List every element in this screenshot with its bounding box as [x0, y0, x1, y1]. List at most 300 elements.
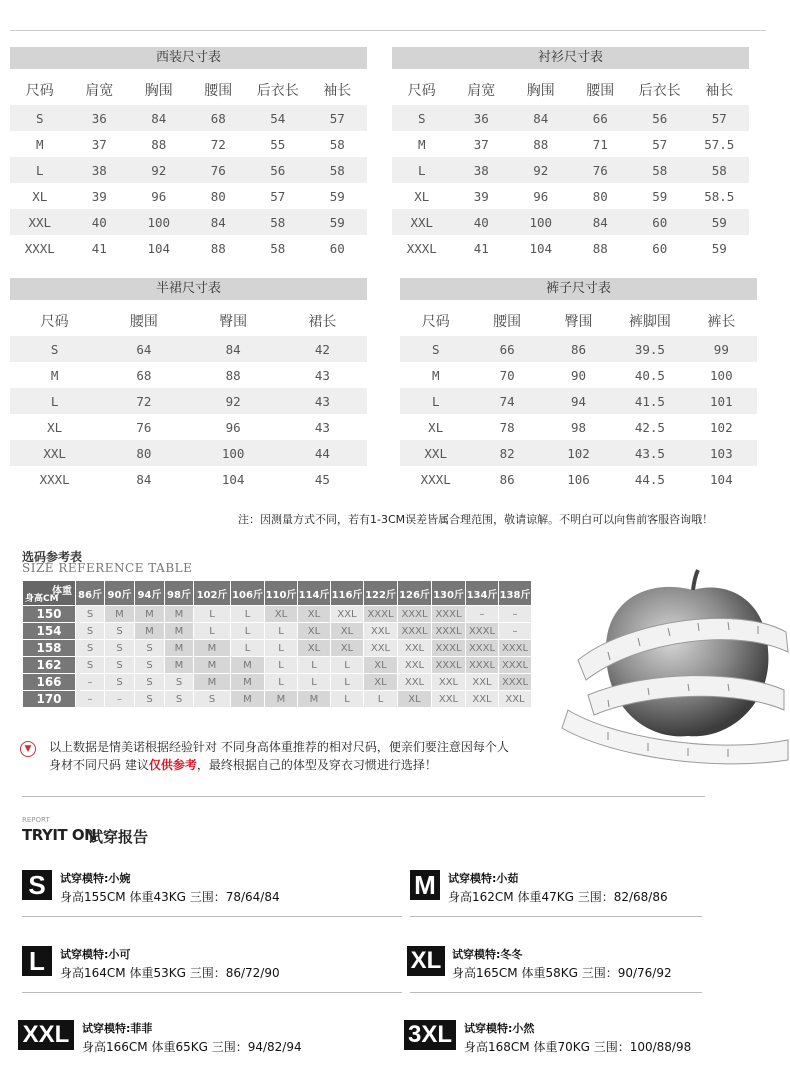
weight-header-cell: 130斤 [432, 581, 466, 606]
reference-cell: L [231, 623, 265, 640]
size-badge: M [410, 870, 440, 900]
reference-cell: S [135, 691, 165, 708]
reference-cell: S [76, 606, 105, 623]
table-cell: 94 [570, 393, 587, 409]
table-cell: 39 [473, 188, 489, 204]
table-cell: 39 [91, 188, 107, 204]
table-cell: XL [428, 419, 444, 435]
apple-measuring-tape-icon [548, 560, 790, 770]
table-cell: 92 [151, 162, 167, 178]
model-name: 试穿模特:小可 [60, 948, 131, 961]
reference-cell: – [499, 623, 532, 640]
table-cell: 68 [136, 367, 152, 383]
table-title: 裤子尺寸表 [400, 278, 757, 300]
model-stats: 身高164CM 体重53KG 三围：86/72/90 [60, 966, 280, 980]
reference-cell: – [76, 674, 105, 691]
section-divider [410, 916, 702, 917]
table-cell: 104 [221, 471, 245, 487]
section-divider [22, 796, 705, 797]
corner-cell [23, 581, 76, 606]
reference-cell: XL [298, 640, 331, 657]
table-row [400, 414, 757, 440]
table-row [392, 209, 749, 235]
table-cell: XXXL [406, 240, 437, 256]
weight-header-cell: 134斤 [466, 581, 499, 606]
reference-cell: L [194, 623, 231, 640]
table-cell: 76 [136, 419, 152, 435]
table-cell: 41.5 [634, 393, 665, 409]
table-cell: 72 [136, 393, 152, 409]
reference-cell: L [298, 674, 331, 691]
table-cell: XXL [43, 445, 66, 461]
table-cell: 82 [499, 445, 515, 461]
table-row [10, 131, 367, 157]
shirt-size-table [392, 47, 749, 261]
table-cell: 102 [710, 419, 733, 435]
table-cell: M [50, 367, 59, 383]
table-row [10, 209, 367, 235]
reference-cell: S [105, 674, 135, 691]
weight-header-cell: 114斤 [298, 581, 331, 606]
disclaimer-text-part: 身材不同尺码 建议 [49, 758, 149, 772]
table-cell: 37 [473, 136, 489, 152]
reference-cell: M [135, 623, 165, 640]
reference-cell: XXL [432, 674, 466, 691]
table-cell: 38 [91, 162, 107, 178]
table-cell: 60 [329, 240, 345, 256]
reference-cell: L [331, 691, 364, 708]
table-cell: 60 [652, 214, 668, 230]
reference-cell: L [194, 606, 231, 623]
table-cell: 88 [151, 136, 167, 152]
table-cell: 54 [270, 110, 286, 126]
reference-cell: S [135, 640, 165, 657]
header-cell: 肩宽 [85, 83, 114, 99]
table-header [392, 75, 749, 105]
table-cell: L [50, 393, 59, 409]
reference-cell: L [231, 606, 265, 623]
table-cell: 58.5 [704, 188, 735, 204]
weight-header-cell: 98斤 [165, 581, 194, 606]
header-cell: 裙长 [308, 314, 337, 330]
table-cell: 60 [652, 240, 668, 256]
table-cell: 100 [147, 214, 171, 230]
reference-cell: – [466, 606, 499, 623]
table-body [10, 105, 367, 261]
reference-cell: XXL [466, 691, 499, 708]
table-cell: 88 [592, 240, 608, 256]
reference-cell: XXL [466, 674, 499, 691]
header-cell: 后衣长 [256, 83, 299, 99]
weight-header-cell: 86斤 [76, 581, 105, 606]
reference-cell: XXL [398, 657, 432, 674]
reference-cell: XXL [364, 623, 398, 640]
reference-title: 选码参考表 [22, 550, 83, 564]
table-cell: 104 [710, 471, 733, 487]
model-name: 试穿模特:小婉 [60, 872, 131, 885]
table-row [400, 336, 757, 362]
reference-cell: L [331, 674, 364, 691]
table-cell: 41 [91, 240, 107, 256]
table-cell: 98 [570, 419, 587, 435]
table-cell: 59 [711, 214, 727, 230]
reference-cell: S [194, 691, 231, 708]
weight-header-cell: 116斤 [331, 581, 364, 606]
height-cell: 154 [23, 623, 76, 640]
reference-cell: M [231, 674, 265, 691]
table-cell: 57 [652, 136, 668, 152]
table-body [400, 336, 757, 492]
table-cell: 84 [592, 214, 608, 230]
table-row [392, 183, 749, 209]
reference-cell: XXL [331, 606, 364, 623]
weight-header-cell: 126斤 [398, 581, 432, 606]
table-cell: M [417, 136, 426, 152]
table-row [400, 362, 757, 388]
measurement-note: 注：因测量方式不同，若有1-3CM误差皆属合理范围，敬请谅解。不明白可以向售前客服咨询哦！ [238, 513, 714, 526]
table-cell: 64 [136, 341, 152, 357]
header-cell: 后衣长 [638, 83, 681, 99]
table-row [10, 105, 367, 131]
table-row [10, 235, 367, 261]
height-cell: 166 [23, 674, 76, 691]
height-cell: 150 [23, 606, 76, 623]
table-body [10, 336, 367, 492]
report-label: REPORT [22, 816, 50, 824]
disclaimer-line-1: 以上数据是情美诺根据经验针对 不同身高体重推荐的相对尺码，便亲们要注意因每个人 [49, 740, 509, 754]
table-cell: 57 [329, 110, 345, 126]
reference-cell: XXXL [466, 640, 499, 657]
table-row [392, 157, 749, 183]
table-cell: 43 [314, 419, 330, 435]
table-cell: L [35, 162, 44, 178]
reference-cell: M [165, 623, 194, 640]
reference-cell: XXXL [432, 657, 466, 674]
table-cell: 43 [314, 367, 330, 383]
table-cell: 66 [499, 341, 515, 357]
table-cell: 80 [592, 188, 608, 204]
table-cell: 90 [570, 367, 587, 383]
header-cell: 胸围 [526, 83, 555, 99]
model-stats: 身高166CM 体重65KG 三围：94/82/94 [82, 1040, 302, 1054]
reference-cell: M [165, 606, 194, 623]
report-title: 试穿报告 [88, 828, 149, 846]
table-row [10, 362, 367, 388]
table-cell: 84 [136, 471, 152, 487]
table-cell: 55 [270, 136, 286, 152]
table-cell: 100 [529, 214, 553, 230]
table-cell: 40.5 [634, 367, 665, 383]
table-cell: 96 [225, 419, 241, 435]
table-cell: 70 [499, 367, 515, 383]
reference-row [23, 606, 532, 623]
skirt-size-table [10, 278, 367, 492]
header-cell: 臀围 [564, 314, 593, 330]
reference-cell: XXXL [364, 606, 398, 623]
weight-header-cell: 110斤 [265, 581, 298, 606]
reference-cell: S [76, 657, 105, 674]
table-cell: 38 [473, 162, 489, 178]
table-row [10, 157, 367, 183]
weight-header-cell: 90斤 [105, 581, 135, 606]
reference-cell: – [499, 606, 532, 623]
table-cell: 96 [151, 188, 167, 204]
table-body [392, 105, 749, 261]
reference-cell: S [76, 623, 105, 640]
table-cell: 56 [270, 162, 286, 178]
reference-cell: S [105, 657, 135, 674]
table-cell: 59 [329, 214, 345, 230]
table-cell: XL [414, 188, 430, 204]
table-cell: 106 [567, 471, 590, 487]
header-cell: 尺码 [421, 314, 450, 330]
model-name: 试穿模特:冬冬 [452, 948, 523, 961]
reference-cell: XL [364, 674, 398, 691]
pants-size-table [400, 278, 757, 492]
table-cell: XXL [410, 214, 434, 230]
table-cell: 88 [225, 367, 241, 383]
size-badge: XL [407, 946, 445, 976]
reference-cell: L [298, 657, 331, 674]
table-row [10, 414, 367, 440]
reference-cell: XL [265, 606, 298, 623]
table-row [10, 183, 367, 209]
table-row [400, 388, 757, 414]
weight-header-cell: 122斤 [364, 581, 398, 606]
header-cell: 胸围 [144, 83, 173, 99]
table-cell: 88 [533, 136, 549, 152]
table-cell: 84 [533, 110, 549, 126]
table-cell: 58 [711, 162, 727, 178]
table-cell: 80 [136, 445, 152, 461]
header-cell: 尺码 [40, 314, 69, 330]
reference-cell: XXXL [432, 623, 466, 640]
table-cell: 92 [533, 162, 549, 178]
table-row [392, 105, 749, 131]
table-cell: 42.5 [634, 419, 665, 435]
table-cell: 71 [592, 136, 608, 152]
table-cell: XXXL [24, 240, 55, 256]
corner-weight-label: 体重 [52, 586, 72, 597]
model-name: 试穿模特:菲菲 [82, 1022, 153, 1035]
reference-cell: XXXL [466, 657, 499, 674]
reference-row [23, 623, 532, 640]
header-cell: 腰围 [129, 314, 158, 330]
table-cell: XL [47, 419, 63, 435]
size-badge: S [22, 870, 52, 900]
reference-cell: M [194, 640, 231, 657]
reference-cell: XXXL [432, 606, 466, 623]
disclaimer-text-part: ，最终根据自己的体型及穿衣习惯进行选择！ [196, 758, 437, 772]
height-cell: 158 [23, 640, 76, 657]
reference-cell: – [105, 691, 135, 708]
table-cell: 96 [533, 188, 549, 204]
reference-row [23, 691, 532, 708]
table-row [10, 388, 367, 414]
reference-cell: XL [364, 657, 398, 674]
reference-cell: M [265, 691, 298, 708]
corner-height-label: 身高CM [25, 594, 59, 604]
table-cell: 43.5 [634, 445, 665, 461]
table-cell: 59 [711, 240, 727, 256]
reference-cell: L [265, 623, 298, 640]
table-cell: 88 [210, 240, 226, 256]
table-cell: 68 [210, 110, 226, 126]
table-cell: 44 [314, 445, 330, 461]
table-cell: 45 [314, 471, 330, 487]
suit-size-table [10, 47, 367, 261]
header-cell: 袖长 [323, 83, 352, 99]
size-badge: 3XL [404, 1020, 456, 1050]
table-cell: 40 [473, 214, 489, 230]
table-cell: 74 [499, 393, 515, 409]
table-cell: 84 [151, 110, 167, 126]
table-cell: 42 [314, 341, 330, 357]
reference-cell: M [194, 657, 231, 674]
header-cell: 尺码 [25, 83, 54, 99]
reference-cell: M [165, 640, 194, 657]
table-cell: 92 [225, 393, 241, 409]
table-cell: 100 [710, 367, 733, 383]
table-cell: 101 [710, 393, 733, 409]
table-row [400, 466, 757, 492]
model-stats: 身高165CM 体重58KG 三围：90/76/92 [452, 966, 672, 980]
table-cell: M [431, 367, 440, 383]
reference-cell: M [135, 606, 165, 623]
reference-cell: – [76, 691, 105, 708]
reference-cell: S [165, 674, 194, 691]
section-divider [22, 992, 402, 993]
table-cell: 36 [91, 110, 107, 126]
size-badge: L [22, 946, 52, 976]
size-reference-table [22, 580, 532, 708]
table-cell: 41 [473, 240, 489, 256]
table-cell: S [35, 110, 44, 126]
reference-cell: S [165, 691, 194, 708]
height-cell: 170 [23, 691, 76, 708]
model-stats: 身高168CM 体重70KG 三围：100/88/98 [464, 1040, 692, 1054]
table-title: 半裙尺寸表 [10, 278, 367, 300]
table-cell: 66 [592, 110, 608, 126]
report-title-en: TRYIT ON [22, 826, 97, 844]
reference-cell: XXXL [466, 623, 499, 640]
reference-cell: XXXL [432, 640, 466, 657]
size-badge: XXL [18, 1020, 74, 1050]
header-cell: 肩宽 [467, 83, 496, 99]
table-header [10, 75, 367, 105]
header-cell: 裤脚围 [628, 314, 671, 330]
disclaimer-text [49, 738, 509, 774]
table-cell: M [35, 136, 44, 152]
table-cell: 103 [710, 445, 733, 461]
header-cell: 腰围 [586, 83, 615, 99]
model-name: 试穿模特:小茹 [448, 872, 519, 885]
reference-cell: XXXL [499, 657, 532, 674]
table-header [10, 306, 367, 336]
table-cell: 80 [210, 188, 226, 204]
weight-header-cell: 106斤 [231, 581, 265, 606]
weight-header-cell: 94斤 [135, 581, 165, 606]
reference-cell: XXL [398, 640, 432, 657]
table-cell: 104 [147, 240, 171, 256]
reference-cell: L [265, 640, 298, 657]
reference-cell: L [265, 674, 298, 691]
section-divider [22, 916, 402, 917]
table-cell: 37 [91, 136, 107, 152]
table-cell: 76 [210, 162, 226, 178]
table-cell: S [50, 341, 59, 357]
table-title: 西装尺寸表 [10, 47, 367, 69]
model-stats: 身高155CM 体重43KG 三围：78/64/84 [60, 890, 280, 904]
reference-cell: XL [331, 640, 364, 657]
weight-header-row [23, 581, 532, 606]
reference-cell: M [105, 606, 135, 623]
weight-header-cell: 138斤 [499, 581, 532, 606]
table-cell: XXL [424, 445, 447, 461]
reference-cell: S [135, 657, 165, 674]
table-cell: 58 [329, 162, 345, 178]
table-cell: 84 [225, 341, 241, 357]
reference-cell: L [231, 640, 265, 657]
table-cell: 57 [711, 110, 727, 126]
table-cell: 40 [91, 214, 107, 230]
header-cell: 袖长 [705, 83, 734, 99]
reference-cell: M [231, 657, 265, 674]
section-divider [410, 992, 702, 993]
reference-cell: XXL [432, 691, 466, 708]
table-row [400, 440, 757, 466]
table-cell: 56 [652, 110, 668, 126]
reference-cell: S [105, 623, 135, 640]
table-cell: 58 [270, 214, 286, 230]
table-cell: 58 [652, 162, 668, 178]
table-cell: 59 [652, 188, 668, 204]
table-row [392, 131, 749, 157]
header-cell: 裤长 [707, 314, 736, 330]
table-cell: 44.5 [634, 471, 665, 487]
model-name: 试穿模特:小然 [464, 1022, 535, 1035]
reference-title-en: SIZE REFERENCE TABLE [22, 561, 193, 575]
table-cell: 58 [329, 136, 345, 152]
header-cell: 尺码 [407, 83, 436, 99]
header-cell: 腰围 [204, 83, 233, 99]
reference-cell: XL [298, 623, 331, 640]
reference-cell: S [135, 674, 165, 691]
model-stats: 身高162CM 体重47KG 三围：82/68/86 [448, 890, 668, 904]
reference-cell: XL [398, 691, 432, 708]
table-cell: XXXL [39, 471, 70, 487]
reference-cell: XXL [499, 691, 532, 708]
header-cell: 臀围 [219, 314, 248, 330]
reference-row [23, 657, 532, 674]
header-cell: 腰围 [493, 314, 522, 330]
reference-cell: XXXL [398, 623, 432, 640]
disclaimer-line-2 [49, 756, 509, 774]
table-title: 衬衫尺寸表 [392, 47, 749, 69]
table-cell: 86 [499, 471, 515, 487]
table-cell: 57 [270, 188, 286, 204]
table-cell: S [417, 110, 426, 126]
table-cell: 57.5 [704, 136, 735, 152]
table-cell: XXL [28, 214, 52, 230]
table-cell: 84 [210, 214, 226, 230]
weight-header-cell: 102斤 [194, 581, 231, 606]
table-cell: 102 [567, 445, 590, 461]
table-row [10, 336, 367, 362]
table-cell: XL [32, 188, 48, 204]
height-cell: 162 [23, 657, 76, 674]
reference-cell: XXL [364, 640, 398, 657]
